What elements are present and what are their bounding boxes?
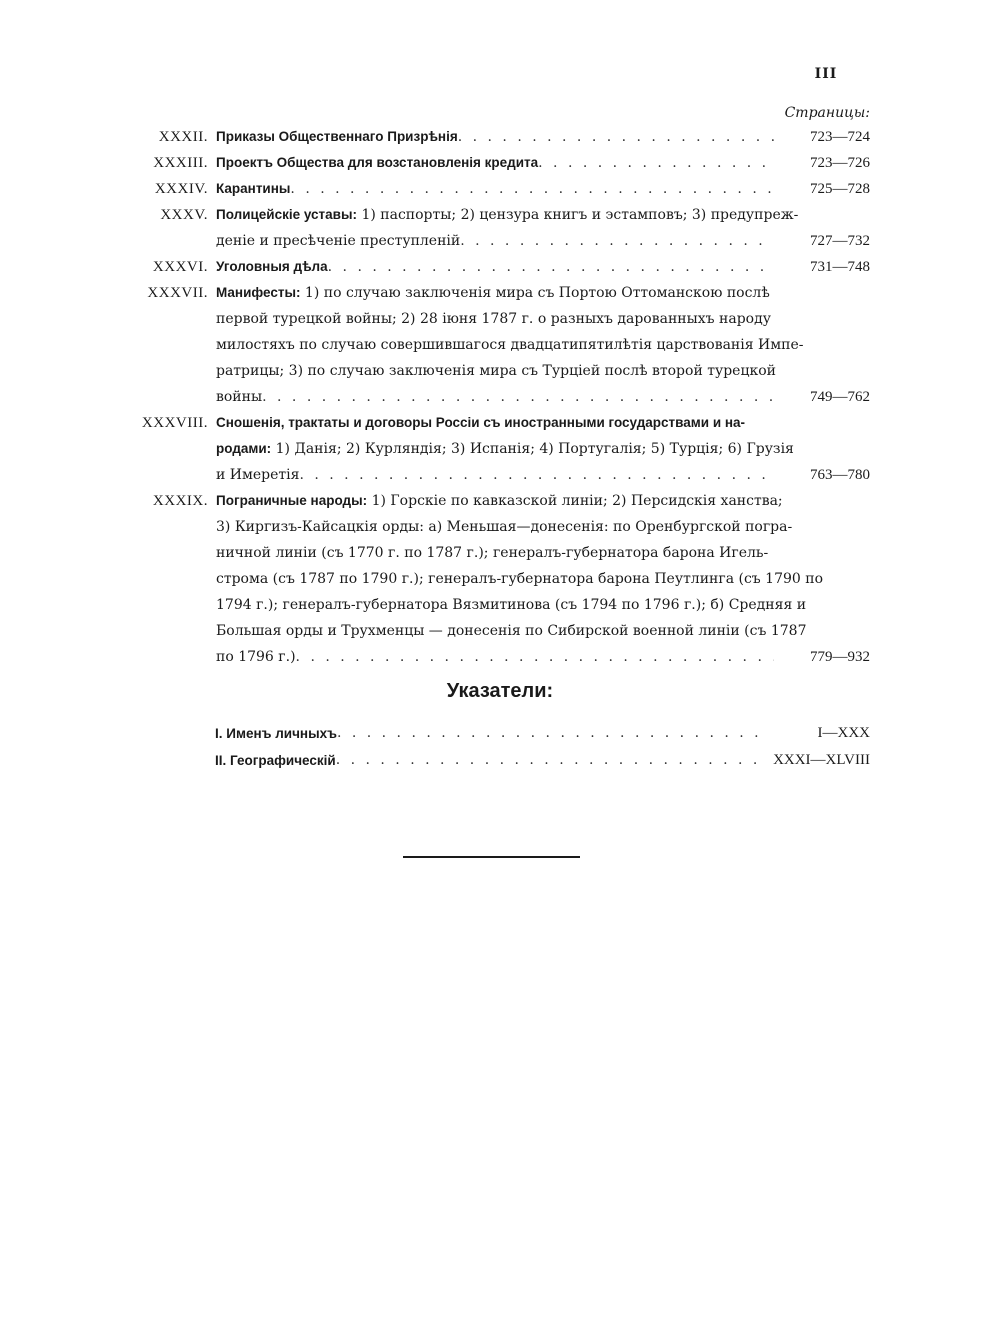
- entry-pages: 779—932: [810, 649, 870, 665]
- entry-line: [216, 176, 870, 202]
- entry-line: [216, 332, 870, 358]
- entry-number: XXXVII.: [147, 285, 208, 301]
- entry-text: [216, 488, 783, 514]
- entry-line: [216, 540, 870, 566]
- page-number: III: [814, 66, 838, 82]
- dot-leader: [262, 384, 774, 410]
- entry-body: [216, 202, 870, 254]
- entry-description: милостяхъ по случаю совершившагося двадцатипятилѣтія царствованія Импе-: [216, 337, 804, 353]
- entry-pad: [806, 618, 902, 644]
- dot-leader: [458, 124, 774, 150]
- entry-line: [216, 150, 870, 176]
- entry-description: 1) Горскіе по кавказской линіи; 2) Персидскія ханства;: [367, 493, 783, 509]
- dot-leader: [336, 747, 760, 774]
- entry-heading: Пограничные народы:: [216, 493, 368, 508]
- toc-entry: [140, 410, 870, 488]
- entry-line: [216, 384, 870, 410]
- entry-body: [216, 410, 870, 488]
- dot-leader: [538, 150, 774, 176]
- entry-line: [216, 514, 870, 540]
- entry-heading: Приказы Общественнаго Призрѣнія: [216, 129, 458, 144]
- entry-text: [216, 384, 262, 410]
- entry-heading: Карантины: [216, 181, 291, 196]
- entry-text: [216, 150, 538, 176]
- entry-line: [216, 358, 870, 384]
- entry-pad: [774, 540, 870, 566]
- entry-number: XXXVIII.: [141, 415, 208, 431]
- entry-text: [216, 644, 296, 670]
- entry-text: [216, 332, 803, 358]
- entry-line: [216, 566, 870, 592]
- entry-pages: 723—726: [810, 155, 870, 171]
- dot-leader: [460, 228, 774, 254]
- entry-text: [216, 124, 458, 150]
- entry-line: [216, 592, 870, 618]
- entry-heading: Сношенія, трактаты и договоры Россіи съ иностранными государствами и на-: [216, 415, 746, 430]
- entry-description: строма (съ 1787 по 1790 г.); генералъ-губернатора барона Пеутлинга (съ 1790 по: [216, 571, 823, 587]
- toc-entry: [140, 280, 870, 410]
- entry-pad: [792, 514, 888, 540]
- entry-line: [216, 254, 870, 280]
- entry-description: деніе и пресѣченіе преступленій: [216, 233, 461, 249]
- entry-pages: 723—724: [810, 129, 870, 145]
- index-item: [215, 747, 870, 774]
- entry-line: [216, 488, 870, 514]
- entry-heading: Уголовныя дѣла: [216, 259, 328, 274]
- dot-leader: [328, 254, 774, 280]
- entry-body: [216, 254, 870, 280]
- entry-pad: [798, 202, 894, 228]
- index-title: I. Именъ личныхъ: [215, 726, 337, 741]
- entry-pad: [783, 488, 879, 514]
- entry-pad: [774, 280, 870, 306]
- entry-body: [216, 488, 870, 670]
- entry-text: [216, 514, 792, 540]
- entry-description: и Имеретія: [216, 467, 300, 483]
- entry-line: [216, 124, 870, 150]
- entry-pad: [776, 358, 872, 384]
- entry-description: войны: [216, 389, 263, 405]
- entry-heading: Проектъ Общества для возстановленія кредита: [216, 155, 539, 170]
- entry-pad: [803, 332, 899, 358]
- entry-body: [216, 176, 870, 202]
- entry-pages: 725—728: [810, 181, 870, 197]
- toc-entry: [140, 176, 870, 202]
- entry-heading: родами:: [216, 441, 272, 456]
- entry-line: [216, 410, 870, 436]
- entry-pad: [806, 592, 902, 618]
- entry-description: 1) по случаю заключенія мира съ Портою Оттоманскою послѣ: [300, 285, 770, 301]
- entry-line: [216, 436, 870, 462]
- entry-text: [216, 306, 771, 332]
- entry-body: [216, 150, 870, 176]
- entry-description: 1) паспорты; 2) цензура книгъ и эстамповъ; 3) предупреж-: [357, 207, 799, 223]
- pages-column-label: Страницы:: [784, 105, 870, 121]
- entry-line: [216, 228, 870, 254]
- entry-text: [216, 462, 299, 488]
- entry-description: первой турецкой войны; 2) 28 іюня 1787 г. о разныхъ дарованныхъ народу: [216, 311, 771, 327]
- entry-text: [216, 566, 823, 592]
- entry-line: [216, 462, 870, 488]
- toc-entry: [140, 202, 870, 254]
- entry-text: [216, 176, 290, 202]
- entry-description: 1) Данія; 2) Курляндія; 3) Испанія; 4) Португалія; 5) Турція; 6) Грузія: [271, 441, 794, 457]
- dot-leader: [290, 176, 774, 202]
- entry-pages: 749—762: [810, 389, 870, 405]
- table-of-contents: [140, 124, 870, 670]
- entry-pages: 727—732: [810, 233, 870, 249]
- entry-text: [216, 280, 770, 306]
- entry-pages: 731—748: [810, 259, 870, 275]
- entry-text: [216, 618, 806, 644]
- entry-body: [216, 124, 870, 150]
- entry-number: XXXIV.: [154, 181, 208, 197]
- entry-number: XXXIX.: [152, 493, 208, 509]
- entry-pages: 763—780: [810, 467, 870, 483]
- entry-description: Большая орды и Трухменцы — донесенія по Сибирской военной линіи (съ 1787: [216, 623, 807, 639]
- entry-description: по 1796 г.): [216, 649, 296, 665]
- toc-entry: [140, 124, 870, 150]
- index-pages: XXXI—XLVIII: [773, 752, 870, 768]
- entry-number: XXXIII.: [153, 155, 208, 171]
- entry-number: XXXV.: [160, 207, 208, 223]
- dot-leader: [337, 720, 760, 747]
- entry-text: [216, 592, 806, 618]
- entry-pad: [794, 436, 890, 462]
- entry-line: [216, 306, 870, 332]
- entry-pad: [774, 410, 870, 436]
- entry-text: [216, 540, 768, 566]
- entry-body: [216, 280, 870, 410]
- closing-rule: [403, 856, 580, 858]
- entry-heading: Полицейскіе уставы:: [216, 207, 357, 222]
- index-pages: I—XXX: [817, 725, 870, 741]
- entry-line: [216, 618, 870, 644]
- entry-text: [216, 254, 328, 280]
- toc-entry: [140, 254, 870, 280]
- entry-pad: [823, 566, 919, 592]
- entry-text: [216, 436, 794, 462]
- entry-description: 3) Киргизъ-Кайсацкія орды: а) Меньшая—донесенія: по Оренбургской погра-: [216, 519, 793, 535]
- entry-text: [216, 358, 776, 384]
- entry-line: [216, 202, 870, 228]
- dot-leader: [296, 644, 774, 670]
- entry-number: XXXVI.: [152, 259, 208, 275]
- toc-entry: [140, 488, 870, 670]
- section-title: Указатели:: [446, 680, 554, 702]
- entry-description: ничной линіи (съ 1770 г. по 1787 г.); генералъ-губернатора барона Игель-: [216, 545, 769, 561]
- entry-heading: Манифесты:: [216, 285, 301, 300]
- entry-text: [216, 410, 745, 436]
- index-list: [215, 720, 870, 774]
- entry-pad: [774, 306, 870, 332]
- entry-line: [216, 644, 870, 670]
- entry-description: ратрицы; 3) по случаю заключенія мира съ Турціей послѣ второй турецкой: [216, 363, 776, 379]
- entry-text: [216, 202, 798, 228]
- index-item: [215, 720, 870, 747]
- toc-entry: [140, 150, 870, 176]
- entry-number: XXXII.: [158, 129, 208, 145]
- index-title: II. Географическій: [215, 753, 336, 768]
- entry-description: 1794 г.); генералъ-губернатора Вязмитинова (съ 1794 по 1796 г.); б) Средняя и: [216, 597, 807, 613]
- dot-leader: [299, 462, 774, 488]
- entry-line: [216, 280, 870, 306]
- entry-text: [216, 228, 460, 254]
